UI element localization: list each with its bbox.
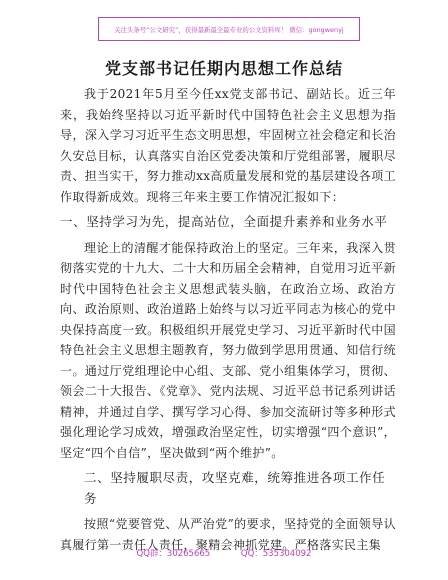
qq-number-text: QQ：535304092	[240, 549, 312, 559]
qq-group-text: QQ群：30265665	[136, 549, 211, 559]
section-1-paragraph: 理论上的清醒才能保持政治上的坚定。三年来，我深入贯彻落实党的十九大、二十大和历届全会精神，自觉用习近平新时代中国特色社会主义思想武装头脑，在政治立场、政治方向、政治原则、政治道路上始终与以习近平同志为核心的党中央保持高度一致。积极组织开展党史学习、习近平新时代中国特色社会主义思想主题教育，努力做到学思用贯通、知信行统一。通过厅党组理论中心组、支部、党小组集体学习，贯彻、领会二十大报告、《党章》、党内法规、习近平总书记系列讲话精神，并通过自学、撰写学习心得、参加交流研讨等多种形式强化理论学习成效，增强政治坚定性，切实增强“四个意识”，坚定“四个自信”，坚决做到“两个维护”。	[60, 240, 396, 460]
contact-footer	[0, 547, 448, 559]
document-body	[60, 84, 396, 555]
intro-paragraph: 我于2021年5月至今任xx党支部书记、副站长。近三年来，我始终坚持以习近平新时代中国特色社会主义思想为指导，深入学习习近平生态文明思想，牢固树立社会稳定和长治久安总目标，认真落实自治区党委决策和厅党组部署，履职尽责、担当实干，努力推动xx高质量发展和党的基层建设各项工作取得新成效。现将三年来主要工作情况汇报如下：	[60, 87, 396, 204]
section-heading-1: 一、坚持学习为先，提高站位，全面提升素养和业务水平	[60, 214, 388, 229]
section-2-paragraph: 按照“党要管党、从严治党”的要求，坚持党的全面领导认真履行第一责任人责任，聚精会神抓党建。严格落实民主集	[60, 517, 396, 552]
section-heading-2: 二、坚持履职尽责，攻坚克难，统筹推进各项工作任务	[84, 470, 386, 506]
promo-banner: 关注头条号“公文研究”，获得最新最全最专业的公文资料库！ 微信：gongwenyj	[98, 17, 360, 41]
document-title: 党支部书记任期内思想工作总结	[104, 59, 343, 78]
